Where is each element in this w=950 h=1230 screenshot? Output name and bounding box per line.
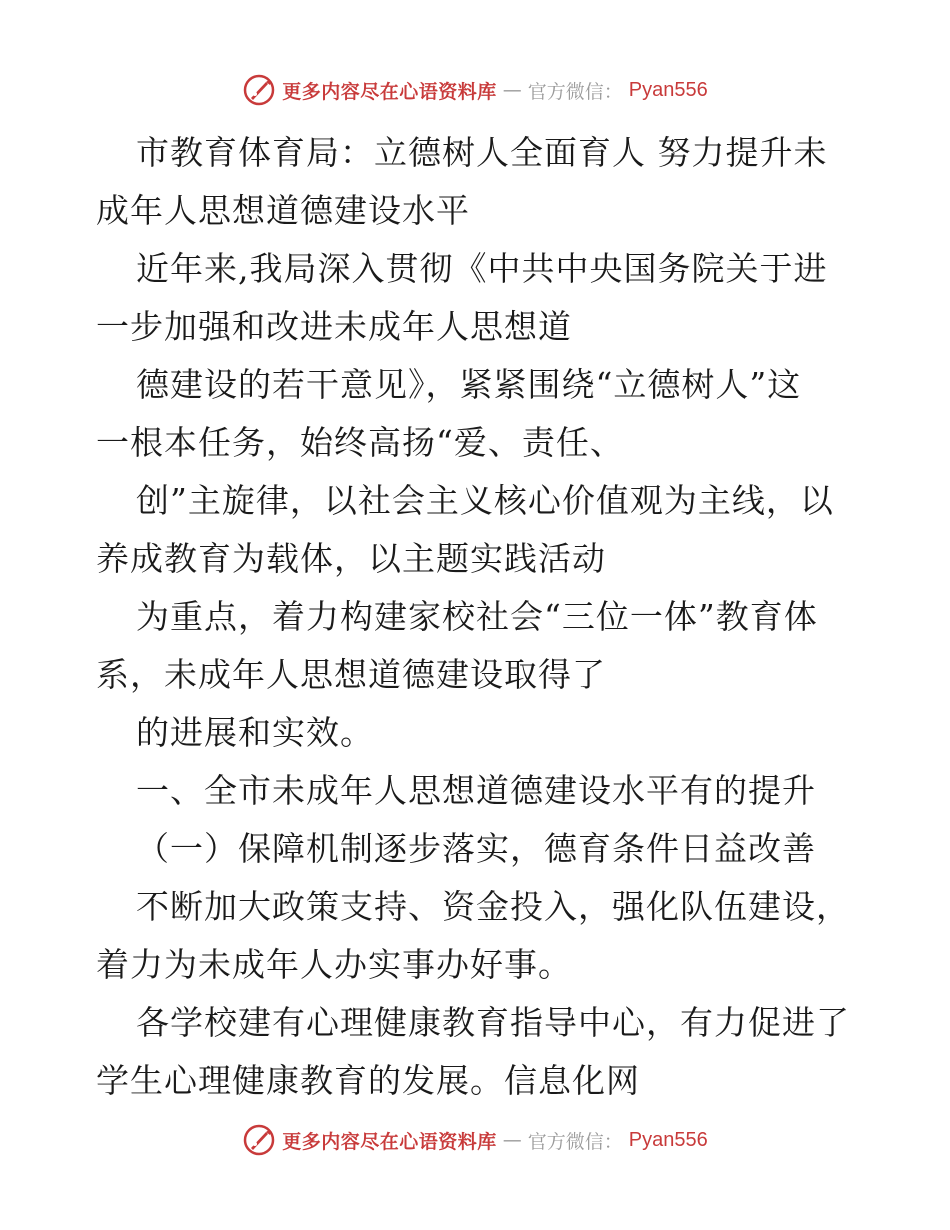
banner-separator: — [502, 79, 522, 101]
text-line: 一根本任务，始终高扬“爱、责任、 [96, 423, 624, 462]
banner-wechat-label: 官方微信： [527, 1130, 623, 1153]
quill-logo-icon [242, 1123, 276, 1157]
banner-separator: — [502, 1129, 522, 1151]
footer-banner [0, 1120, 950, 1160]
banner-main-text: 更多内容尽在心语资料库 [282, 80, 497, 103]
text-line: 市教育体育局：立德树人全面育人 努力提升未 [136, 133, 828, 172]
text-line: 各学校建有心理健康教育指导中心，有力促进了 [136, 1003, 850, 1042]
text-line: 德建设的若干意见》，紧紧围绕“立德树人”这 [136, 365, 802, 404]
header-banner [0, 70, 950, 110]
text-line: 一、全市未成年人思想道德建设水平有的提升 [136, 771, 816, 810]
text-line: 养成教育为载体，以主题实践活动 [96, 539, 606, 578]
text-line: 成年人思想道德建设水平 [96, 191, 470, 230]
text-line: 学生心理健康教育的发展。信息化网 [96, 1061, 640, 1100]
banner-main-text: 更多内容尽在心语资料库 [282, 1130, 497, 1153]
banner-wechat-id: Pyan556 [628, 1128, 708, 1151]
text-line: 的进展和实效。 [136, 713, 374, 752]
text-line: 创”主旋律，以社会主义核心价值观为主线，以 [136, 481, 834, 520]
text-line: 为重点，着力构建家校社会“三位一体”教育体 [136, 597, 818, 636]
text-line: 近年来,我局深入贯彻《中共中央国务院关于进 [136, 249, 828, 288]
text-line: 不断加大政策支持、资金投入，强化队伍建设， [136, 887, 850, 926]
document-body [96, 124, 856, 1110]
banner-wechat-label: 官方微信： [527, 80, 623, 103]
text-line: 着力为未成年人办实事办好事。 [96, 945, 572, 984]
text-line: 一步加强和改进未成年人思想道 [96, 307, 572, 346]
quill-logo-icon [242, 73, 276, 107]
text-line: 系，未成年人思想道德建设取得了 [96, 655, 606, 694]
text-line: （一）保障机制逐步落实，德育条件日益改善 [136, 829, 816, 868]
banner-wechat-id: Pyan556 [628, 78, 708, 101]
